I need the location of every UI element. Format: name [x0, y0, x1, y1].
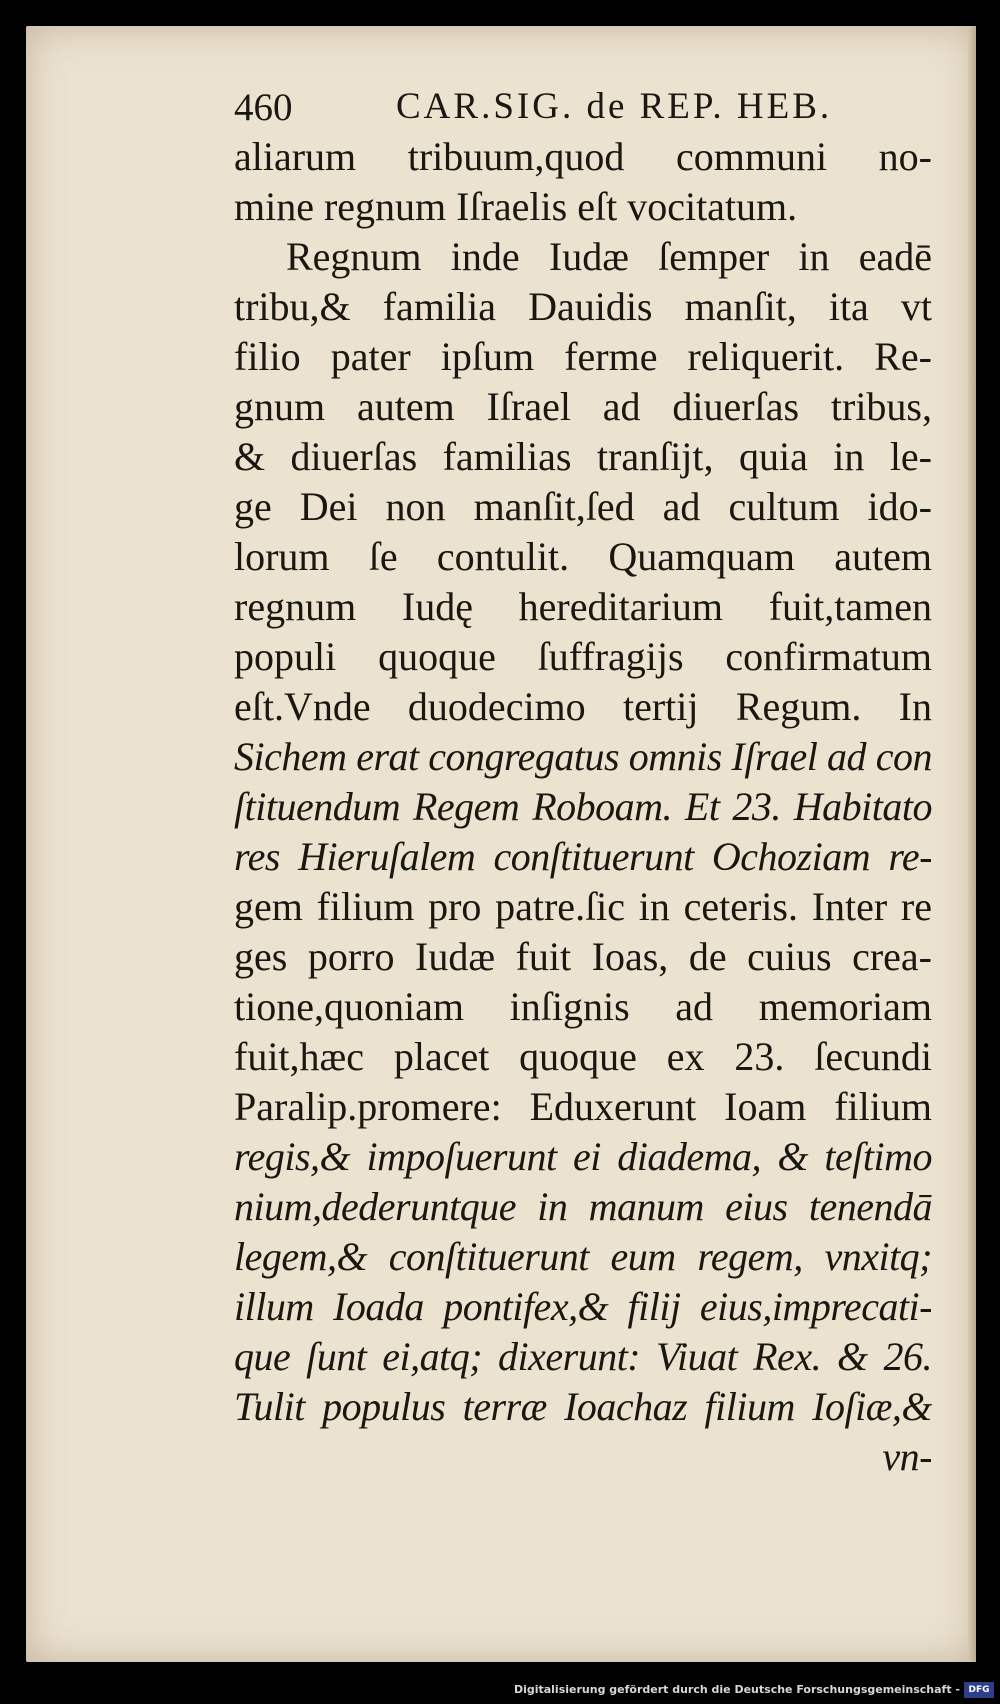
text-line: ges porro Iudæ fuit Ioas, de cuius crea- [234, 934, 932, 979]
digitization-credit: Digitalisierung gefördert durch die Deutsche Forschungsgemeinschaft - [513, 1683, 960, 1696]
text-line: illum Ioada pontifex,& filij eius,imprecati- [234, 1284, 932, 1329]
text-line: ſtituendum Regem Roboam. Et 23. Habitato [234, 784, 932, 829]
page-header [234, 85, 974, 135]
text-line: regis,& impoſuerunt ei diadema, & teſtimo [234, 1134, 932, 1179]
text-line: & diuerſas familias tranſijt, quia in le- [234, 434, 932, 479]
page-edge [968, 26, 976, 1662]
text-line: res Hieruſalem conſtituerunt Ochoziam re- [234, 834, 932, 879]
text-line: eſt.Vnde duodecimo tertij Regum. In [234, 684, 932, 729]
text-line: filio pater ipſum ferme reliquerit. Re- [234, 334, 932, 379]
text-line: Tulit populus terræ Ioachaz filium Ioſiæ,& [234, 1384, 932, 1429]
text-line: Regnum inde Iudæ ſemper in eadē [286, 234, 932, 279]
text-line: lorum ſe contulit. Quamquam autem [234, 534, 932, 579]
text-line: fuit,hæc placet quoque ex 23. ſecundi [234, 1034, 932, 1079]
catchword: vn- [882, 1434, 932, 1479]
text-line: nium,dederuntque in manum eius tenendā [234, 1184, 932, 1229]
body-text [234, 132, 932, 1482]
text-line: que ſunt ei,atq; dixerunt: Viuat Rex. & 26. [234, 1334, 932, 1379]
running-title: CAR.SIG. de REP. HEB. [396, 86, 833, 127]
footer-bar [0, 1680, 1000, 1704]
text-line: ge Dei non manſit,ſed ad cultum ido- [234, 484, 932, 529]
text-line: Sichem erat congregatus omnis Iſrael ad con [234, 734, 932, 779]
dfg-logo-icon: DFG [964, 1682, 994, 1698]
text-line: tribu,& familia Dauidis manſit, ita vt [234, 284, 932, 329]
text-line: gem filium pro patre.ſic in ceteris. Inter re [234, 884, 932, 929]
text-line: Paralip.promere: Eduxerunt Ioam filium [234, 1084, 932, 1129]
text-line: tione,quoniam inſignis ad memoriam [234, 984, 932, 1029]
text-line: legem,& conſtituerunt eum regem, vnxitq; [234, 1234, 932, 1279]
text-line: aliarum tribuum,quod communi no- [234, 134, 932, 179]
text-line: gnum autem Iſrael ad diuerſas tribus, [234, 384, 932, 429]
text-line: mine regnum Iſraelis eſt vocitatum. [234, 184, 798, 229]
text-line: regnum Iudę hereditarium fuit,tamen [234, 584, 932, 629]
page-number: 460 [234, 86, 293, 129]
text-line: populi quoque ſuffragijs confirmatum [234, 634, 932, 679]
